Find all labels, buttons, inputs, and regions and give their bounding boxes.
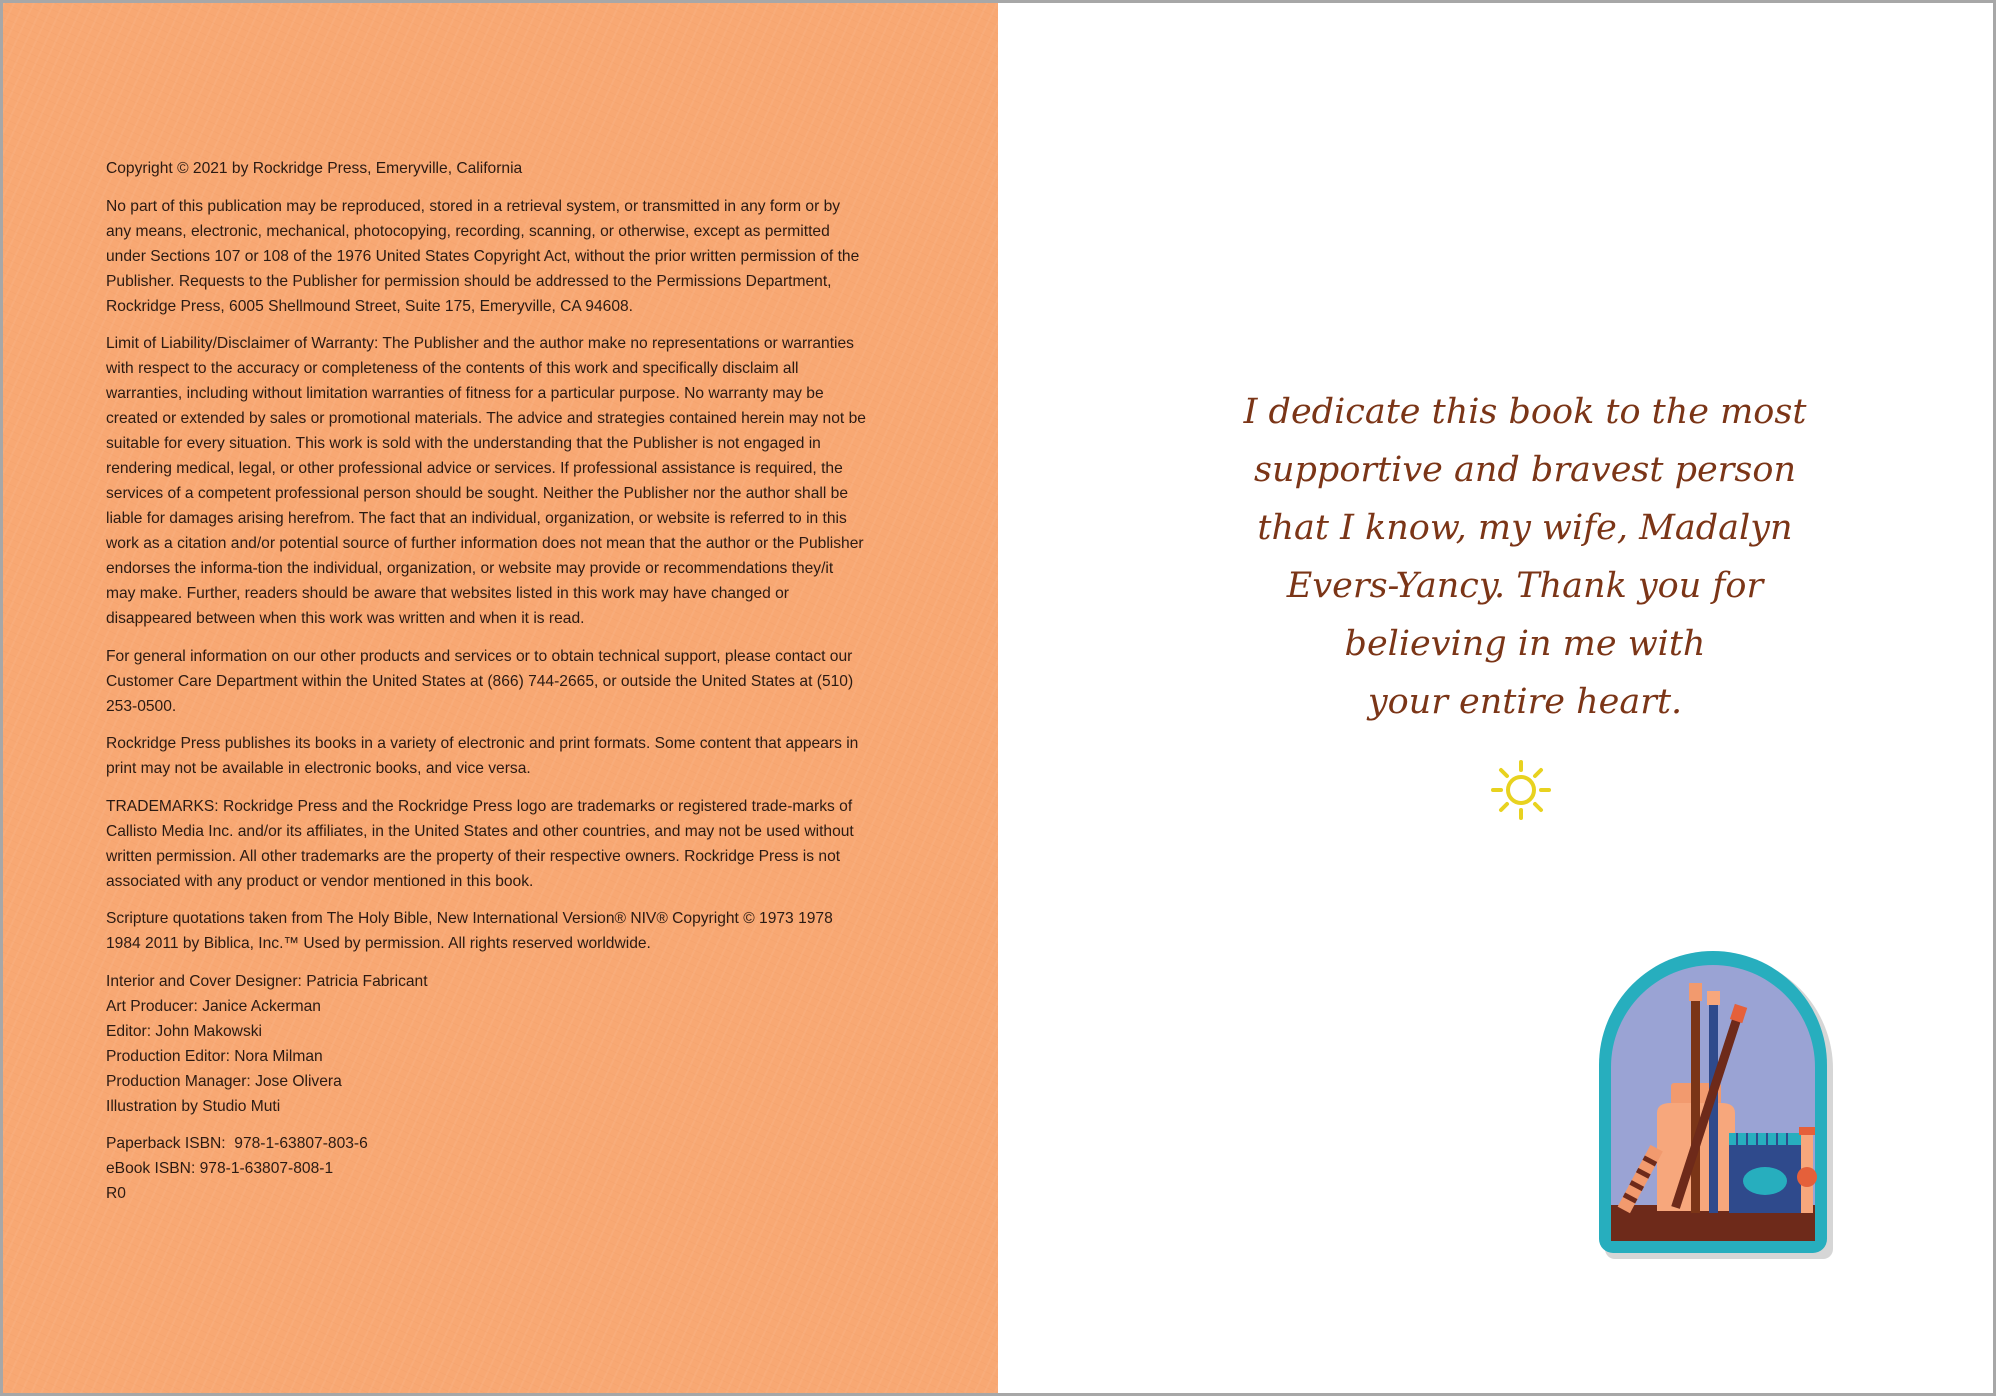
- copyright-page: [3, 3, 998, 1393]
- trademarks-paragraph: TRADEMARKS: Rockridge Press and the Rockridge Press logo are trademarks or registered trade-marks of Callisto Media Inc. and/or its affiliates, in the United States and other countries, and may not be used without written permission. All other trademarks are the property of their respective owners. Rockridge Press is not associated with any product or vendor mentioned in this book.: [106, 797, 854, 890]
- credits-list: [106, 969, 866, 1119]
- art-supplies-badge: [1585, 943, 1897, 1263]
- dedication-line: your entire heart.: [1367, 682, 1683, 722]
- sun-icon: [1489, 758, 1553, 822]
- print-code: R0: [106, 1185, 126, 1202]
- credit-line: Art Producer: Janice Ackerman: [106, 997, 321, 1015]
- isbn-ebook: eBook ISBN: 978-1-63807-808-1: [106, 1160, 334, 1177]
- dedication-text: [1165, 383, 1885, 731]
- customer-care-paragraph: For general information on our other products and services or to obtain technical support, please contact our Customer Care Department within the United States at (866) 744-2665, or outside the United States at (510) 253-0500.: [106, 647, 854, 715]
- dedication-line: believing in me with: [1344, 624, 1706, 664]
- copyright-text-block: [106, 156, 866, 1219]
- formats-paragraph: Rockridge Press publishes its books in a variety of electronic and print formats. Some content that appears in print may not be available in electronic books, and vice versa.: [106, 735, 859, 777]
- dedication-line: I dedicate this book to the most: [1243, 392, 1807, 432]
- scripture-paragraph: Scripture quotations taken from The Holy Bible, New International Version® NIV® Copyright © 1973 1978 1984 2011 by Biblica, Inc.™ Used by permission. All rights reserved worldwide.: [106, 910, 833, 952]
- isbn-paperback: Paperback ISBN: 978-1-63807-803-6: [106, 1135, 368, 1152]
- isbn-list: [106, 1131, 866, 1206]
- credit-line: Production Manager: Jose Olivera: [106, 1072, 342, 1090]
- credit-line: Interior and Cover Designer: Patricia Fabricant: [106, 972, 428, 990]
- credit-line: Production Editor: Nora Milman: [106, 1047, 323, 1065]
- credit-line: Editor: John Makowski: [106, 1022, 262, 1040]
- credit-line: Illustration by Studio Muti: [106, 1097, 281, 1115]
- dedication-line: that I know, my wife, Madalyn: [1257, 508, 1793, 548]
- dedication-line: Evers-Yancy. Thank you for: [1286, 566, 1764, 606]
- copyright-line: Copyright © 2021 by Rockridge Press, Emeryville, California: [106, 160, 523, 177]
- disclaimer-paragraph: Limit of Liability/Disclaimer of Warranty: The Publisher and the author make no representations or warranties with respect to the accuracy or completeness of the contents of this work and specifically disclaim all warranties, including without limitation warranties of fitness for a particular purpose. No warranty may be created or extended by sales or promotional materials. The advice and strategies contained herein may not be suitable for every situation. This work is sold with the understanding that the Publisher is not engaged in rendering medical, legal, or other professional advice or services. If professional assistance is required, the services of a competent professional person should be sought. Neither the Publisher nor the author shall be liable for damages arising herefrom. The fact that an individual, organization, or website is referred to in this work as a citation and/or potential source of further information does not mean that the author or the Publisher endorses the informa-tion the individual, organization, or website may provide or recommendations they/it may make. Further, readers should be aware that websites listed in this work may have changed or disappeared between when this work was written and when it is read.: [106, 335, 866, 627]
- dedication-line: supportive and bravest person: [1254, 450, 1796, 490]
- permissions-paragraph: No part of this publication may be reproduced, stored in a retrieval system, or transmitted in any form or by any means, electronic, mechanical, photocopying, recording, scanning, or otherwise, except as permitted under Sections 107 or 108 of the 1976 United States Copyright Act, without the prior written permission of the Publisher. Requests to the Publisher for permission should be addressed to the Permissions Department, Rockridge Press, 6005 Shellmound Street, Suite 175, Emeryville, CA 94608.: [106, 197, 860, 315]
